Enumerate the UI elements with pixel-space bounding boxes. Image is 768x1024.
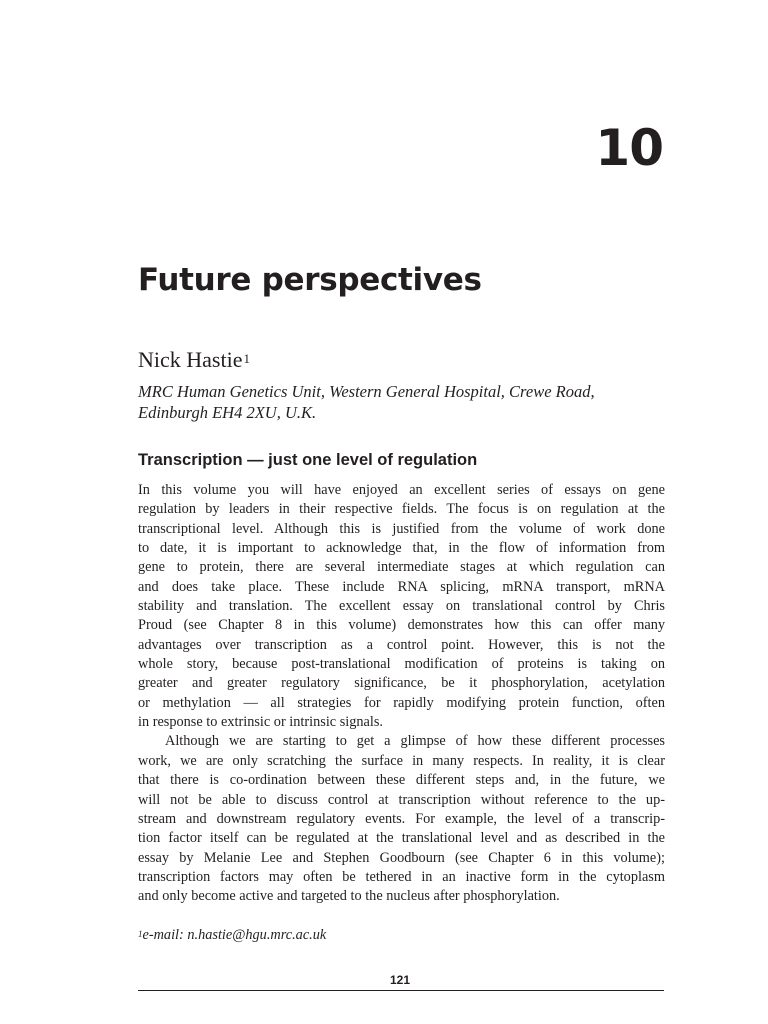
text-line: transcription factors may often be tethered in an inactive form in the cytoplasm — [138, 868, 665, 885]
text-line: and does take place. These include RNA splicing, mRNA transport, mRNA — [138, 578, 665, 595]
text-line: tion factor itself can be regulated at the translational level and as described in the — [138, 830, 665, 847]
text-line: work, we are only scratching the surface in many respects. In reality, it is clear — [138, 752, 665, 769]
text-line: and only become active and targeted to the nucleus after phosphorylation. — [138, 888, 560, 905]
text-line: in response to extrinsic or intrinsic signals. — [138, 714, 383, 731]
chapter-title: Future perspectives — [138, 262, 482, 298]
footnote-text: e-mail: n.hastie@hgu.mrc.ac.uk — [142, 927, 327, 943]
footnote — [138, 925, 326, 945]
text-line: to date, it is important to acknowledge that, in the flow of information from — [138, 540, 665, 557]
paragraph-1 — [138, 481, 665, 732]
text-line: Although we are starting to get a glimpse of how these different processes — [165, 733, 665, 750]
footnote-mark: 1 — [138, 929, 143, 939]
text-line: stability and translation. The excellent essay on translational control by Chris — [138, 598, 665, 615]
text-line: In this volume you will have enjoyed an excellent series of essays on gene — [138, 482, 665, 498]
paragraph-2 — [138, 732, 665, 906]
author-name: Nick Hastie — [138, 347, 243, 372]
text-line: advantages over transcription as a control point. However, this is not the — [138, 636, 665, 653]
body-text — [138, 481, 665, 907]
text-line: or methylation — all strategies for rapidly modifying protein function, often — [138, 694, 665, 711]
text-line: essay by Melanie Lee and Stephen Goodbourn (see Chapter 6 in this volume); — [138, 849, 665, 866]
text-line: regulation by leaders in their respective fields. The focus is on regulation at the — [138, 501, 665, 518]
affiliation-line: Edinburgh EH4 2XU, U.K. — [138, 403, 317, 422]
page-number: 121 — [389, 973, 411, 987]
text-line: Proud (see Chapter 8 in this volume) demonstrates how this can offer many — [138, 617, 665, 634]
author-affiliation — [138, 381, 678, 423]
author-footnote-mark: 1 — [243, 351, 250, 366]
text-line: stream and downstream regulatory events. For example, the level of a transcrip- — [138, 810, 665, 827]
text-line: greater and greater regulatory significance, be it phosphorylation, acetylation — [138, 675, 665, 692]
text-line: transcriptional level. Although this is justified from the volume of work done — [138, 520, 665, 537]
author-line — [138, 345, 250, 375]
text-line: gene to protein, there are several intermediate stages at which regulation can — [138, 559, 665, 576]
section-heading: Transcription — just one level of regulation — [138, 451, 478, 469]
text-line: that there is co-ordination between these different steps and, in the future, we — [138, 772, 665, 789]
text-line: whole story, because post-translational modification of proteins is taking on — [138, 656, 665, 673]
text-line: will not be able to discuss control at transcription without reference to the up- — [138, 791, 665, 808]
chapter-number: 10 — [595, 119, 663, 177]
footer-rule — [138, 990, 664, 991]
affiliation-line: MRC Human Genetics Unit, Western General Hospital, Crewe Road, — [138, 382, 595, 401]
